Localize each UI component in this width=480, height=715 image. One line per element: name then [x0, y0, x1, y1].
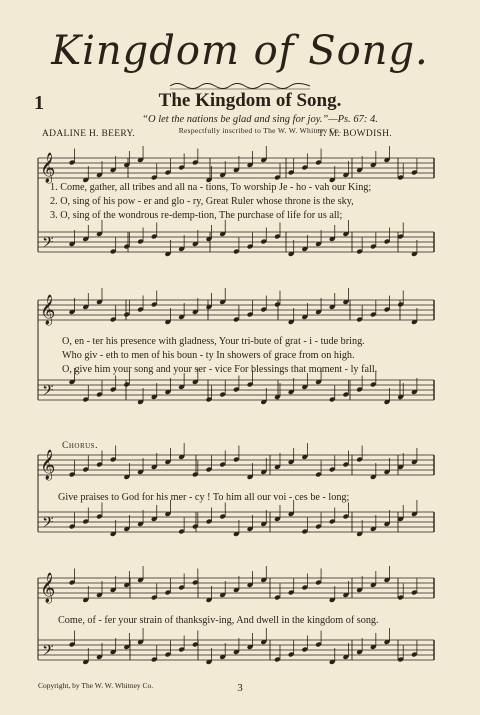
system-2-bass-clef-icon: 𝄢: [42, 382, 54, 403]
chorus-label: Chorus.: [62, 441, 98, 451]
system-1-treble-clef-icon: 𝄞: [40, 153, 56, 183]
composer-credit: T. M. BOWDISH.: [318, 129, 392, 139]
book-title: Kingdom of Song.: [51, 28, 429, 74]
verse-2-line-2: Who giv - eth to men of his boun - ty In showers of grace from on high.: [62, 350, 355, 361]
system-2-treble-clef-icon: 𝄞: [40, 295, 56, 325]
copyright-notice: Copyright, by The W. W. Whitney Co.: [38, 681, 154, 690]
lyricist-credit: ADALINE H. BEERY.: [42, 129, 136, 139]
verse-1-line-1: 1. Come, gather, all tribes and all na - tions, To worship Je - ho - vah our King;: [50, 182, 372, 193]
verse-3-line-2: O, give him your song and your ser - vice For blessings that moment - ly fall.: [62, 364, 378, 375]
chorus-line-1: Give praises to God for his mer - cy ! To him all our voi - ces be - long;: [58, 492, 350, 503]
dedication: Respectfully inscribed to The W. W. Whitney Co.: [178, 126, 342, 135]
hymn-title: The Kingdom of Song.: [158, 90, 342, 111]
chorus-system-1-treble-clef-icon: 𝄞: [40, 450, 56, 480]
hymn-number: 1: [34, 92, 44, 114]
chorus-system-1-bass-clef-icon: 𝄢: [42, 514, 54, 535]
chorus-system-2-treble-clef-icon: 𝄞: [40, 573, 56, 603]
verse-1-line-2: O, en - ter his presence with gladness, Your tri-bute of grat - i - tude bring.: [62, 336, 365, 347]
epigraph: “O let the nations be glad and sing for joy.”—Ps. 67: 4.: [142, 114, 378, 125]
verse-2-line-1: 2. O, sing of his pow - er and glo - ry, Great Ruler whose throne is the sky,: [50, 196, 354, 207]
chorus-line-2: Come, of - fer your strain of thanksgiv-ing, And dwell in the kingdom of song.: [58, 615, 379, 626]
system-1-bass-clef-icon: 𝄢: [42, 234, 54, 255]
verse-3-line-1: 3. O, sing of the wondrous re-demp-tion, The purchase of life for us all;: [50, 210, 343, 221]
page-number: 3: [237, 682, 243, 694]
chorus-system-2-bass-clef-icon: 𝄢: [42, 642, 54, 663]
